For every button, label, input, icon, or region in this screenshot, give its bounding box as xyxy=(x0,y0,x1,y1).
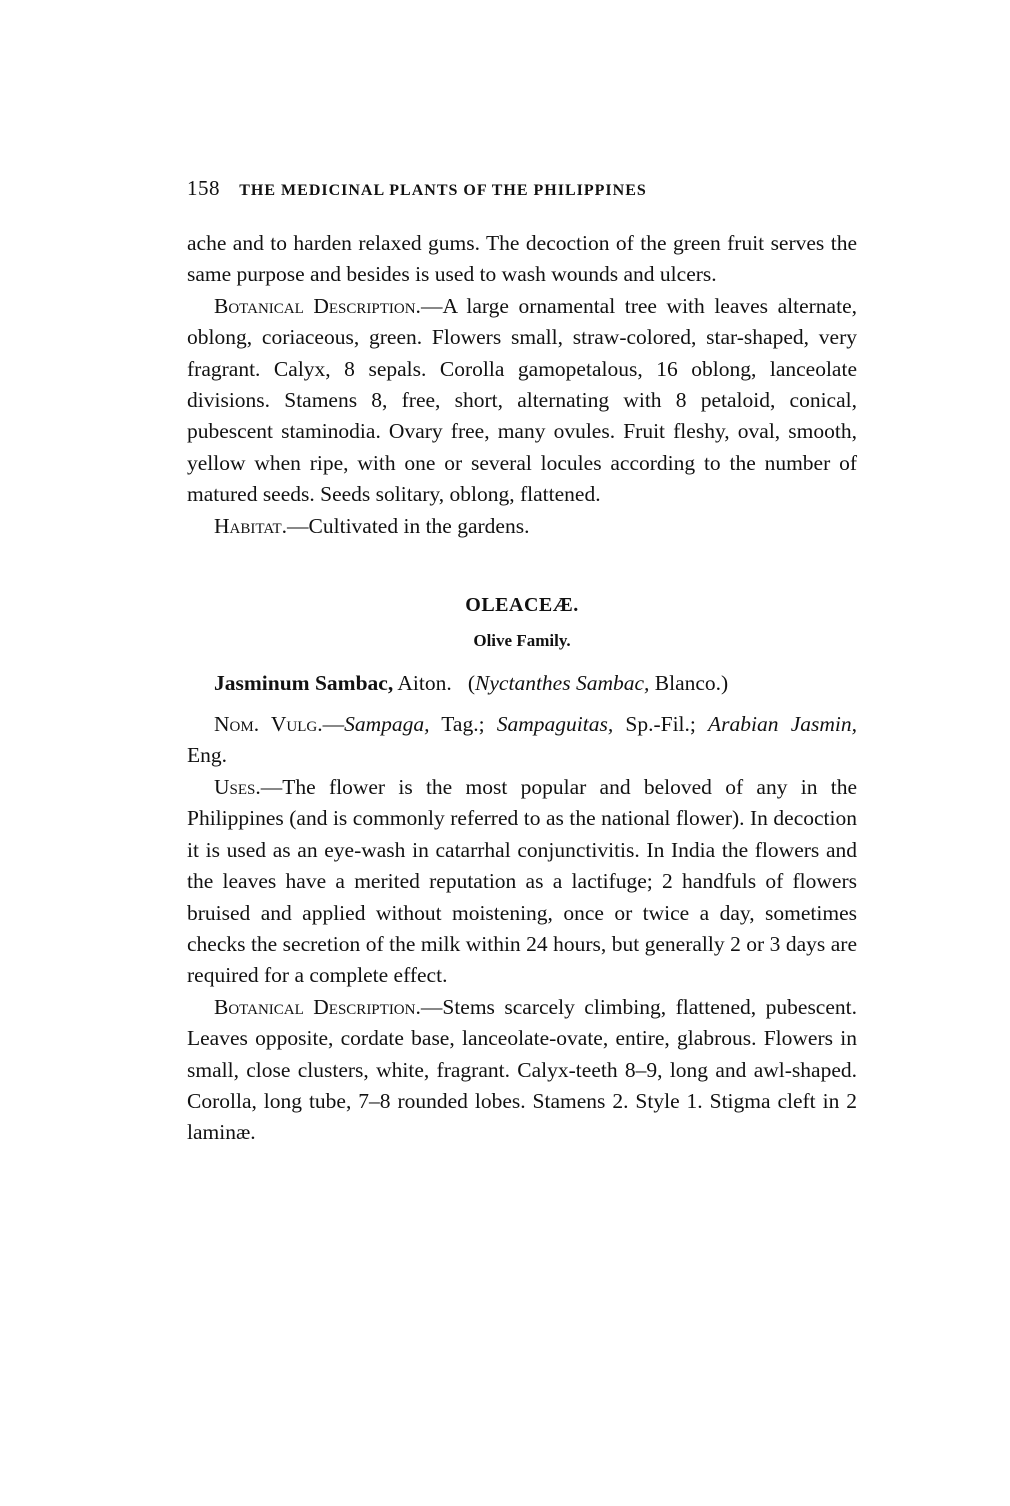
language: Tag.; xyxy=(429,712,497,737)
section-label: Habitat. xyxy=(214,513,288,538)
habitat-paragraph xyxy=(187,511,857,542)
paragraph-text: —The flower is the most popular and beloved of any in the Philippines (and is commonly referred to as the national flower). In decoction it is used as an eye-wash in catarrhal conjunctivitis. In India the flowers and the leaves have a merited reputation as a lactifuge; 2 handfuls of flowers bruised and applied without moistening, once or twice a day, sometimes checks the secretion of the milk within 24 hours, but generally 2 or 3 days are required for a complete effect. xyxy=(187,774,857,988)
running-title: THE MEDICINAL PLANTS OF THE PHILIPPINES xyxy=(239,182,647,199)
synonym-name: Nyctanthes Sambac, xyxy=(475,671,650,696)
section-label: Botanical Description. xyxy=(214,994,421,1019)
paragraph-text: —Cultivated in the gardens. xyxy=(287,513,530,538)
nom-vulg-paragraph xyxy=(187,709,857,772)
species-author: Aiton. xyxy=(393,671,452,696)
book-page xyxy=(187,173,857,1149)
synonym-author: Blanco.) xyxy=(649,671,729,696)
species-name: Jasminum Sambac, xyxy=(214,671,394,696)
vernacular-name: Sampaga, xyxy=(344,712,430,737)
section-label: Uses. xyxy=(214,774,261,799)
botanical-description-paragraph xyxy=(187,291,857,511)
uses-paragraph xyxy=(187,772,857,992)
vernacular-name: Sampaguitas, xyxy=(496,712,614,737)
botanical-description-paragraph xyxy=(187,992,857,1149)
page-number: 158 xyxy=(187,176,220,200)
vernacular-name: Arabian Jasmin, xyxy=(708,712,857,737)
continuation-paragraph: ache and to harden relaxed gums. The decoction of the green fruit serves the same purpose and besides is used to wash wounds and ulcers. xyxy=(187,231,857,287)
paragraph-text: —Stems scarcely climbing, flattened, pubescent. Leaves opposite, cordate base, lanceolate-ovate, entire, glabrous. Flowers in small, close clusters, white, fragrant. Calyx-teeth 8–9, long and awl-shaped. Corolla, long tube, 7–8 rounded lobes. Stamens 2. Style 1. Stigma cleft in 2 laminæ. xyxy=(187,994,857,1145)
section-label: Botanical Description. xyxy=(214,293,421,318)
paragraph-text: —A large ornamental tree with leaves alternate, oblong, coriaceous, green. Flowers small, straw-colored, star-shaped, very fragrant. Calyx, 8 sepals. Corolla gamopetalous, 16 oblong, lanceolate divisions. Stamens 8, free, short, alternating with 8 petaloid, conical, pubescent staminodia. Ovary free, many ovules. Fruit fleshy, oval, smooth, yellow when ripe, with one or several locules according to the number of matured seeds. Seeds solitary, oblong, flattened. xyxy=(187,293,857,507)
language: Sp.-Fil.; xyxy=(613,712,709,737)
section-label: Nom. Vulg. xyxy=(214,712,323,737)
family-heading: OLEACEÆ. xyxy=(465,594,579,617)
running-head xyxy=(187,173,857,203)
species-heading xyxy=(187,668,857,699)
family-common-name: Olive Family. xyxy=(473,631,571,651)
synonym-open: ( xyxy=(467,671,476,696)
dash: — xyxy=(322,712,345,737)
language: Eng. xyxy=(187,743,228,768)
